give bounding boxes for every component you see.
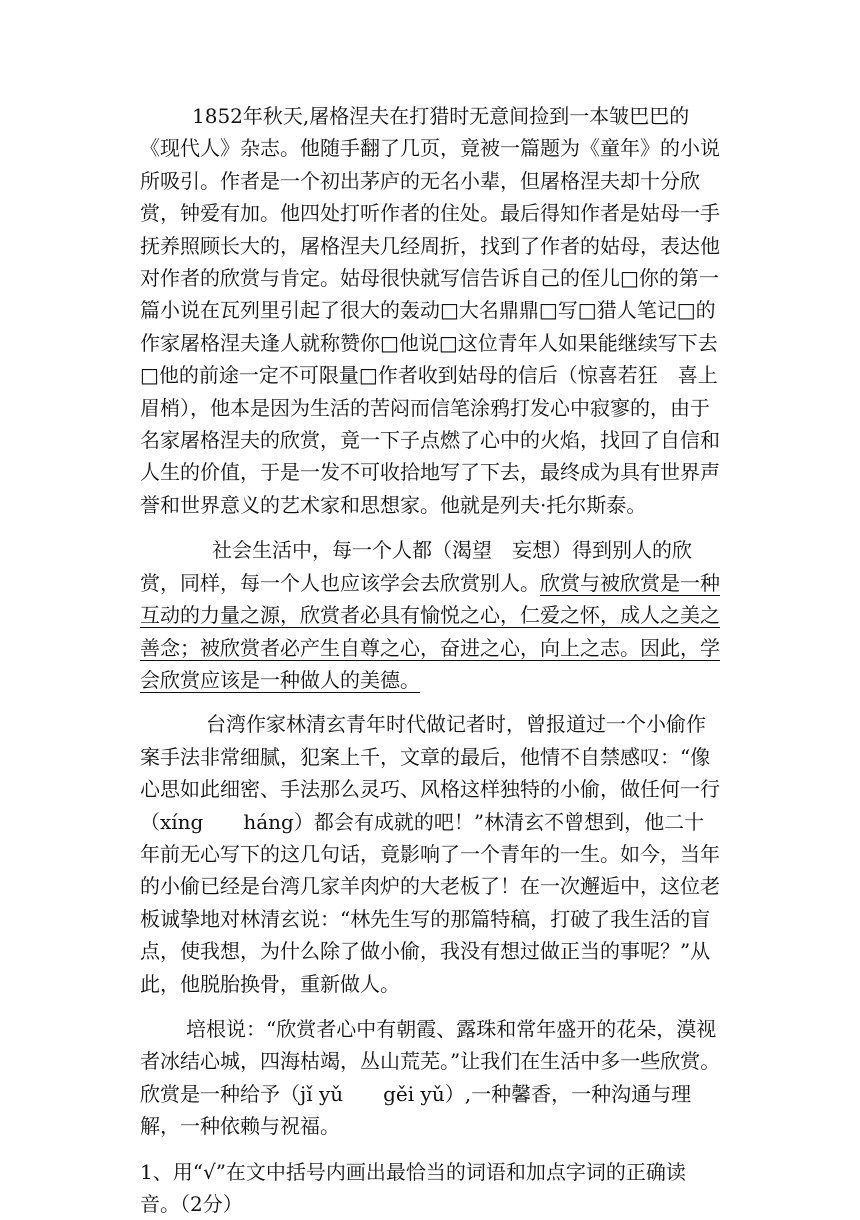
paragraph-tolstoy: 1852年秋天,屠格涅夫在打猎时无意间捡到一本皱巴巴的《现代人》杂志。他随手翻了几页，竟被一篇题为《童年》的小说所吸引。作者是一个初出茅庐的无名小辈，但屠格涅夫却十分欣赏，钟爱有加。他四处打听作者的住处。最后得知作者是姑母一手抚养照顾长大的，屠格涅夫几经周折，找到了作者的姑母，表达他对作者的欣赏与肯定。姑母很快就写信告诉自己的侄儿□你的第一篇小说在瓦列里引起了很大的轰动□大名鼎鼎□写□猎人笔记□的作家屠格涅夫逢人就称赞你□他说□这位青年人如果能继续写下去□他的前途一定不可限量□作者收到姑母的信后（惊喜若狂 喜上眉梢），他本是因为生活的苦闷而信笔涂鸦打发心中寂寥的，由于名家屠格涅夫的欣赏，竟一下子点燃了心中的火焰，找回了自信和人生的价值，于是一发不可收拾地写了下去，最终成为具有世界声誉和世界意义的艺术家和思想家。他就是列夫·托尔斯泰。 <box>140 104 720 517</box>
paragraph-appreciation-text: 社会生活中，每一个人都（渴望 妄想）得到别人的欣赏，同样，每一个人也应该学会去欣赏别人。 <box>140 538 692 595</box>
paragraph-bacon: 培根说：“欣赏者心中有朝霞、露珠和常年盛开的花朵，漠视者冰结心城，四海枯竭，丛山荒芜。”让我们在生活中多一些欣赏。欣赏是一种给予（jǐ yǔ gěi yǔ）,一种馨香，一种沟通与理解，一种依赖与祝福。 <box>140 1016 721 1139</box>
passage <box>140 100 722 1220</box>
question-1: 1、用“√”在文中括号内画出最恰当的词语和加点字词的正确读音。（2分） <box>140 1159 686 1216</box>
paragraph-lin-qingxuan: 台湾作家林清玄青年时代做记者时，曾报道过一个小偷作案手法非常细腻，犯案上千，文章的最后，他情不自禁感叹：“像心思如此细密、手法那么灵巧、风格这样独特的小偷，做任何一行（xíng háng）都会有成就的吧！”林清玄不曾想到，他二十年前无心写下的这几句话，竟影响了一个青年的一生。如今，当年的小偷已经是台湾几家羊肉炉的大老板了！在一次邂逅中，这位老板诚挚地对林清玄说：“林先生写的那篇特稿，打破了我生活的盲点，使我想，为什么除了做小偷，我没有想过做正当的事呢？”从此，他脱胎换骨，重新做人。 <box>140 712 720 996</box>
paragraph-appreciation <box>140 534 722 696</box>
underlined-sentence: 欣赏与被欣赏是一种互动的力量之源，欣赏者必具有愉悦之心，仁爱之怀，成人之美之善念；被欣赏者必产生自尊之心，奋进之心，向上之志。因此，学会欣赏应该是一种做人的美德。 <box>140 570 720 692</box>
